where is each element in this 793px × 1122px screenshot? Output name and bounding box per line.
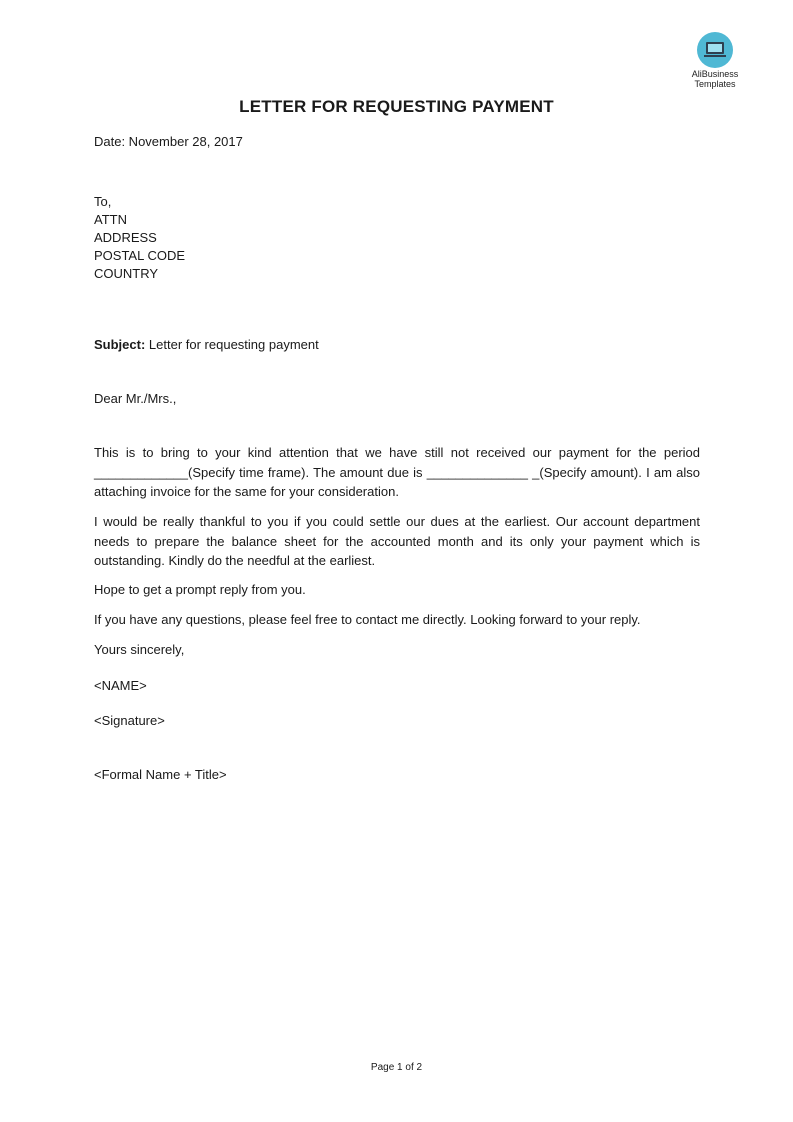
subject-label: Subject: [94,337,146,352]
letter-date: Date: November 28, 2017 [94,134,243,149]
logo-line-2: Templates [694,79,736,89]
paragraph-1: This is to bring to your kind attention that we have still not received our payment for the period _____________(Specify time frame). The amount due is ______________ _(Specify amount). I am also attaching invoice for the same for your consideration. [94,445,700,499]
paragraph-3: Hope to get a prompt reply from you. [94,582,306,597]
closing: Yours sincerely, [94,642,185,657]
page-title: LETTER FOR REQUESTING PAYMENT [239,97,554,116]
address-line: ADDRESS [94,230,157,245]
salutation: Dear Mr./Mrs., [94,391,177,406]
sender-signature: <Signature> [94,713,165,728]
paragraph-2: I would be really thankful to you if you could settle our dues at the earliest. Our account department needs to prepare the balance sheet for the accounted month and its only your payment which is outstanding. Kindly do the needful at the earliest. [94,514,700,568]
address-country: COUNTRY [94,266,159,281]
paragraph-4: If you have any questions, please feel free to contact me directly. Looking forward to your reply. [94,612,641,627]
company-logo [686,32,744,89]
laptop-icon [697,32,733,68]
page-number: Page 1 of 2 [370,1062,423,1073]
subject-text: Letter for requesting payment [145,337,319,352]
logo-text [686,69,744,89]
address-attn: ATTN [94,212,127,227]
address-postal-code: POSTAL CODE [94,248,186,263]
logo-line-1: AliBusiness [691,69,739,79]
address-to: To, [94,194,112,209]
sender-formal-name: <Formal Name + Title> [94,767,227,782]
sender-name: <NAME> [94,678,147,693]
subject-line [94,336,319,354]
